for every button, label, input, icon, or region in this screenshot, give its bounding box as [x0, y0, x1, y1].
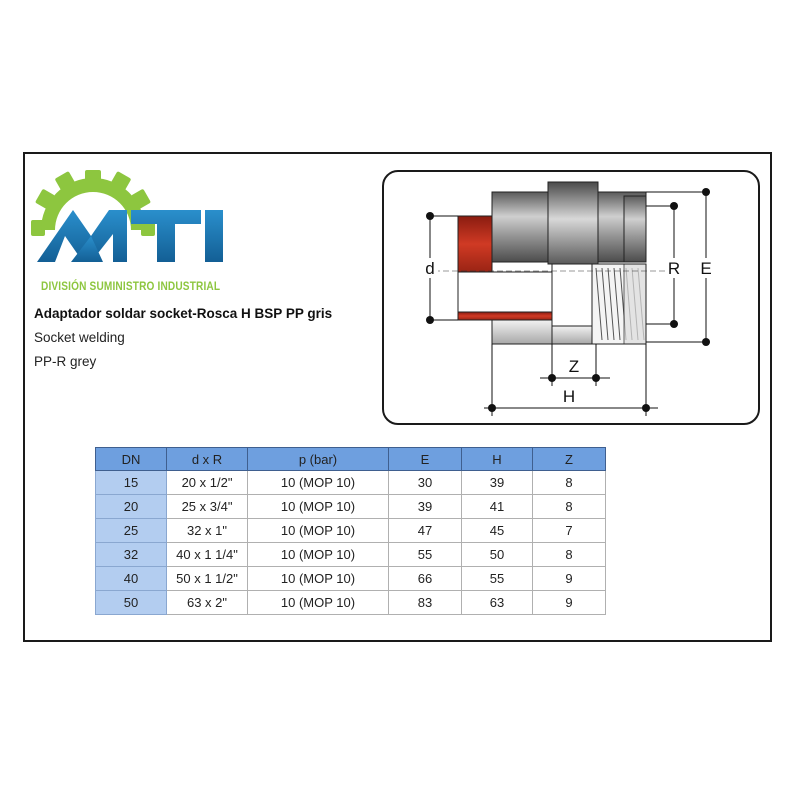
cell-z: 9 [533, 567, 606, 591]
company-logo [31, 170, 231, 293]
table-header-row [96, 448, 606, 471]
cell-pressure: 10 (MOP 10) [248, 543, 389, 567]
header-z: Z [533, 448, 606, 471]
cell-pressure: 10 (MOP 10) [248, 519, 389, 543]
cell-dxr: 25 x 3/4" [167, 495, 248, 519]
logo-subtitle: DIVISIÓN SUMINISTRO INDUSTRIAL [41, 279, 221, 293]
cell-dn: 20 [96, 495, 167, 519]
cell-e: 83 [389, 591, 462, 615]
cell-e: 66 [389, 567, 462, 591]
cell-e: 30 [389, 471, 462, 495]
dim-label-d: d [425, 259, 435, 278]
cell-z: 9 [533, 591, 606, 615]
product-line-1: Socket welding [34, 330, 125, 345]
cell-dn: 15 [96, 471, 167, 495]
cell-h: 55 [462, 567, 533, 591]
cell-dn: 50 [96, 591, 167, 615]
cell-h: 63 [462, 591, 533, 615]
cell-z: 7 [533, 519, 606, 543]
cell-pressure: 10 (MOP 10) [248, 495, 389, 519]
cell-dxr: 63 x 2" [167, 591, 248, 615]
product-card [23, 152, 772, 642]
cell-dxr: 50 x 1 1/2" [167, 567, 248, 591]
table-row [96, 567, 606, 591]
dim-label-Z: Z [568, 357, 580, 376]
technical-diagram [382, 170, 760, 425]
table-row [96, 591, 606, 615]
cell-z: 8 [533, 543, 606, 567]
cell-z: 8 [533, 495, 606, 519]
header-dxr: d x R [167, 448, 248, 471]
cell-h: 39 [462, 471, 533, 495]
cell-dn: 32 [96, 543, 167, 567]
cell-z: 8 [533, 471, 606, 495]
table-row [96, 471, 606, 495]
cell-dxr: 20 x 1/2" [167, 471, 248, 495]
cell-pressure: 10 (MOP 10) [248, 591, 389, 615]
cell-dxr: 32 x 1" [167, 519, 248, 543]
gear-icon [31, 170, 231, 280]
cell-pressure: 10 (MOP 10) [248, 567, 389, 591]
product-line-2: PP-R grey [34, 354, 97, 369]
dim-label-R: R [667, 259, 681, 278]
table-row [96, 495, 606, 519]
cell-e: 55 [389, 543, 462, 567]
cell-dn: 25 [96, 519, 167, 543]
cell-pressure: 10 (MOP 10) [248, 471, 389, 495]
cell-e: 47 [389, 519, 462, 543]
cell-h: 45 [462, 519, 533, 543]
header-e: E [389, 448, 462, 471]
dim-label-E: E [700, 259, 712, 278]
table-row [96, 543, 606, 567]
spec-table [95, 447, 606, 615]
table-row [96, 519, 606, 543]
product-title: Adaptador soldar socket-Rosca H BSP PP gris [34, 306, 333, 321]
cell-h: 41 [462, 495, 533, 519]
dim-label-H: H [562, 387, 576, 406]
header-h: H [462, 448, 533, 471]
cell-h: 50 [462, 543, 533, 567]
header-dn: DN [96, 448, 167, 471]
cell-dn: 40 [96, 567, 167, 591]
cell-e: 39 [389, 495, 462, 519]
cell-dxr: 40 x 1 1/4" [167, 543, 248, 567]
header-pressure: p (bar) [248, 448, 389, 471]
